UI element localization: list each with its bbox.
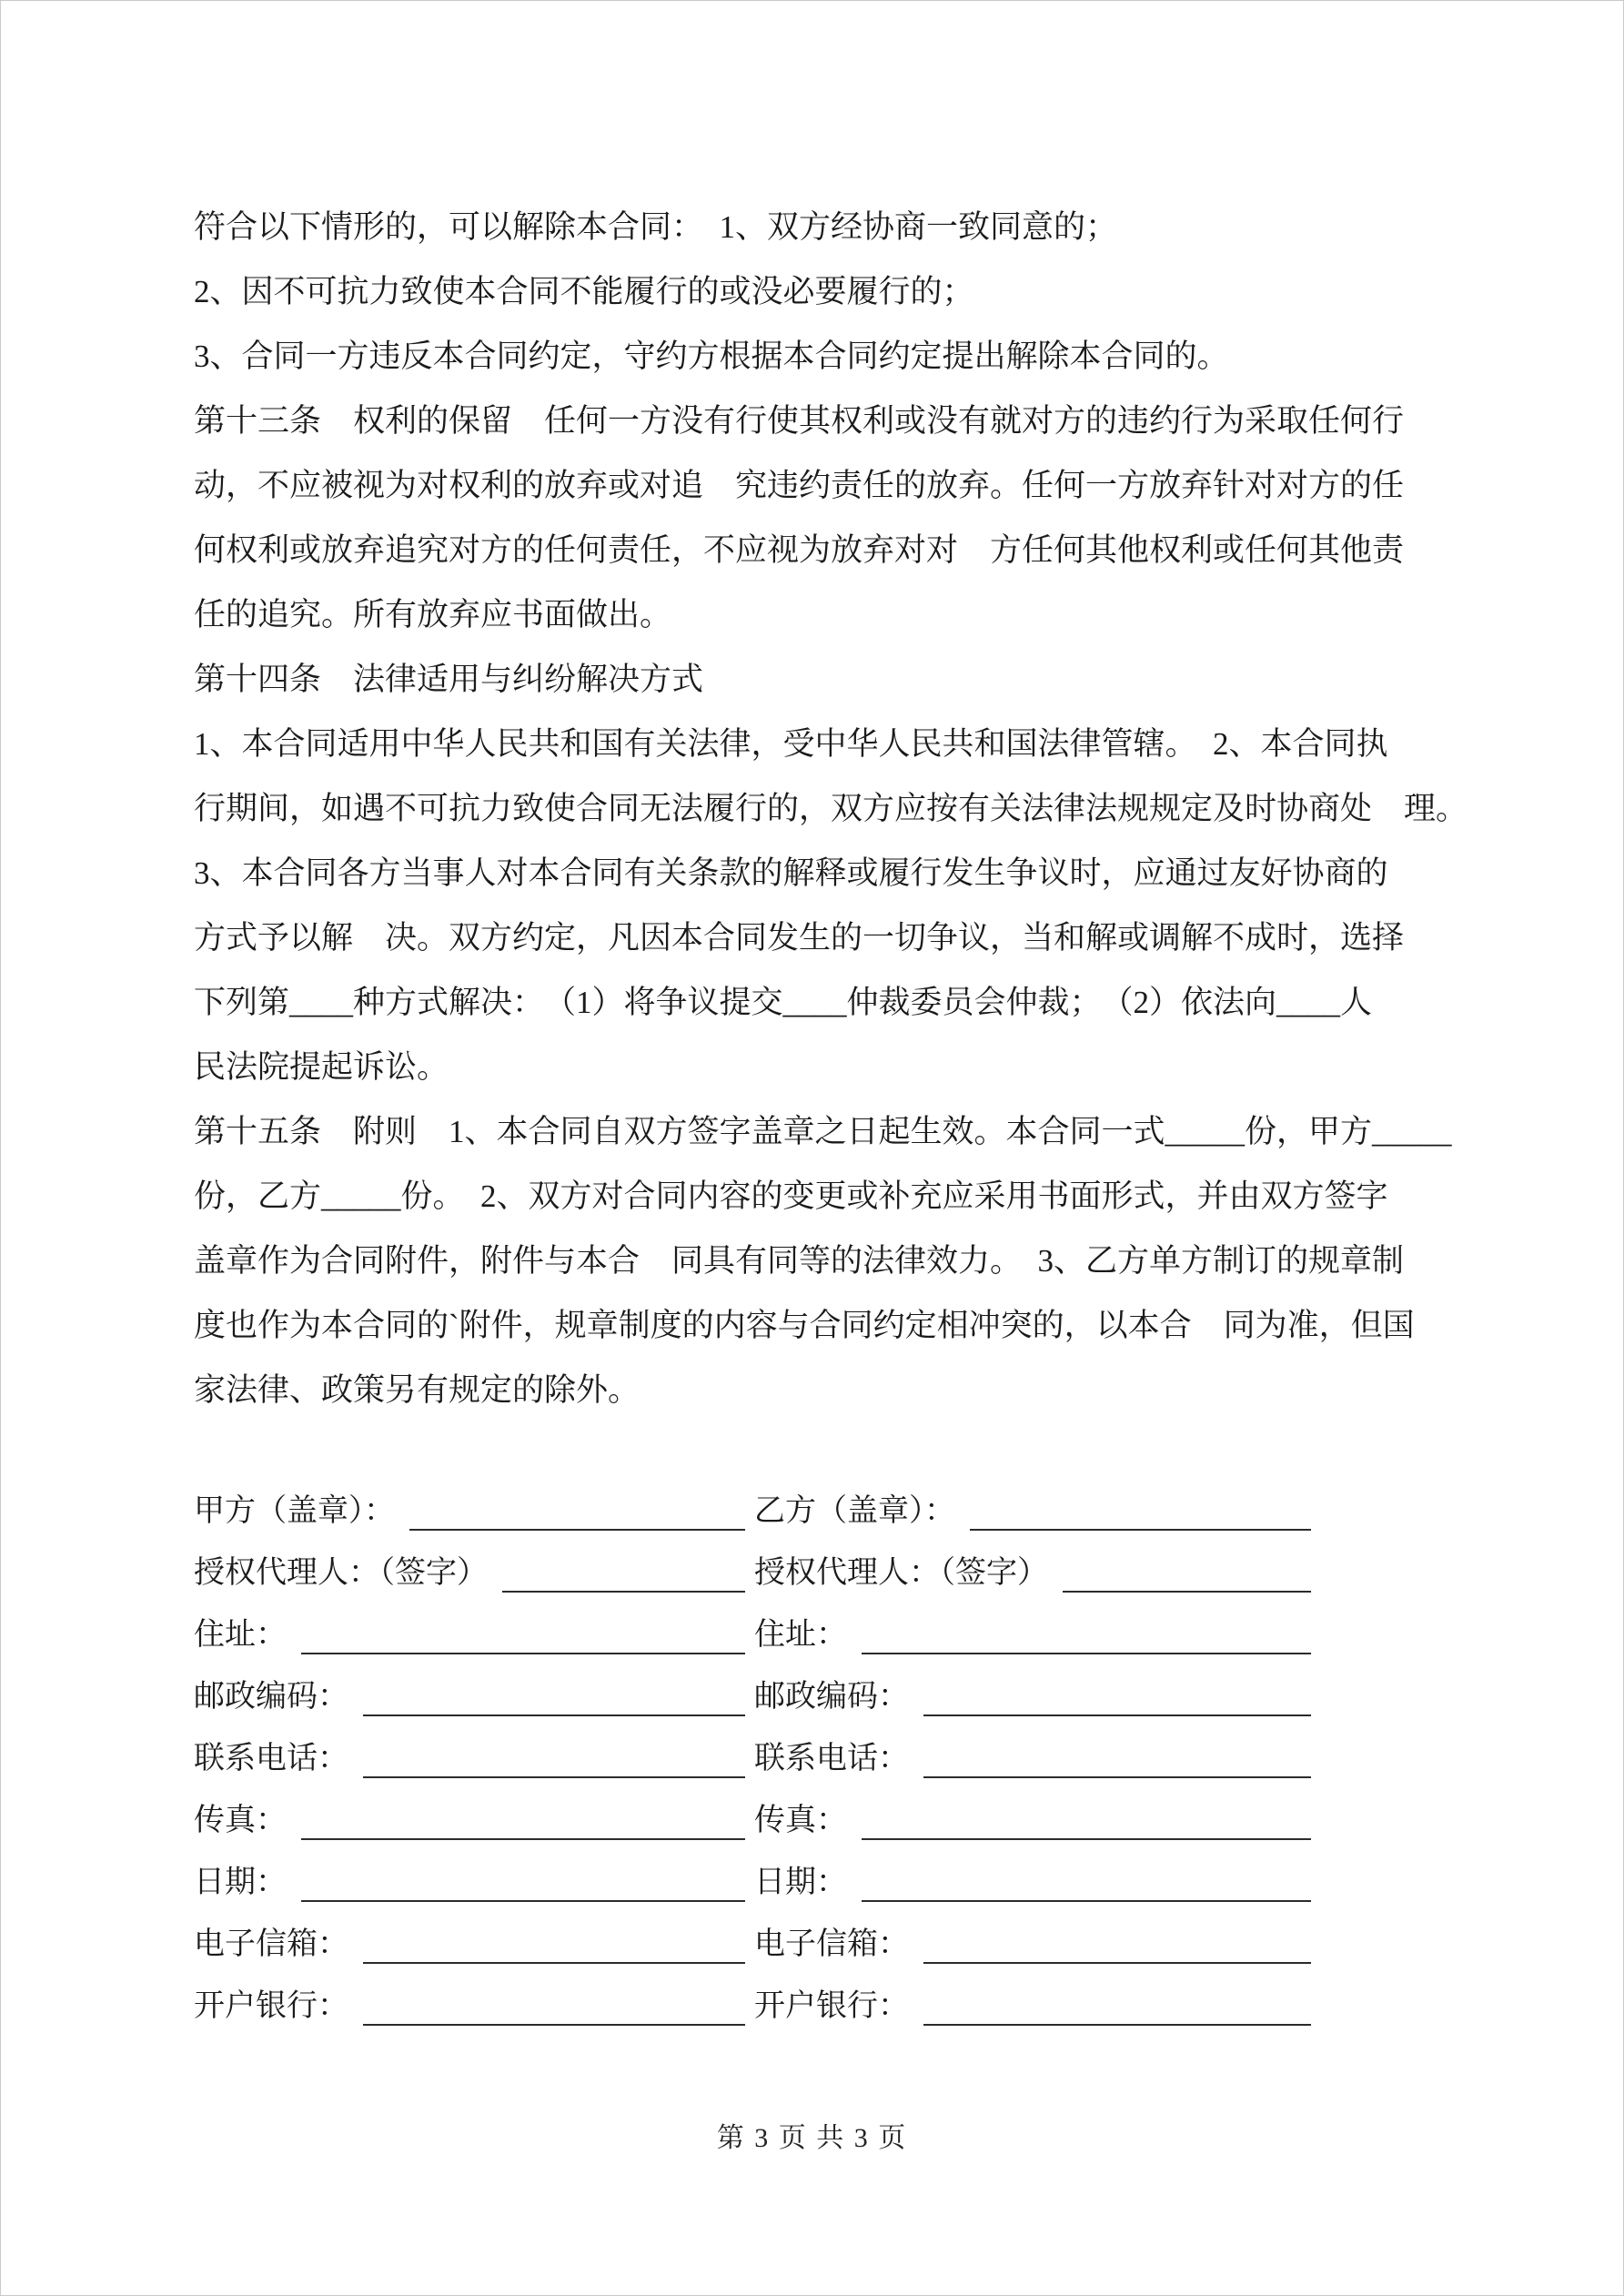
party-a-seal-blank [409, 1529, 745, 1531]
party-a-agent-sign-label: 授权代理人：（签字） [194, 1556, 488, 1590]
body-line: 动，不应被视为对权利的放弃或对追 究违约责任的放弃。任何一方放弃针对对方的任 [194, 468, 1405, 503]
party-b-date-label: 日期： [754, 1866, 847, 1899]
body-line-article-15: 第十五条 附则 1、本合同自双方签字盖章之日起生效。本合同一式_____份，甲方_____ [194, 1114, 1452, 1149]
body-line: 3、合同一方违反本合同约定，守约方根据本合同约定提出解除本合同的。 [194, 339, 1229, 374]
body-line-article-13: 第十三条 权利的保留 任何一方没有行使其权利或没有就对方的违约行为采取任何行 [194, 403, 1405, 439]
body-line: 下列第____种方式解决： （1）将争议提交____仲裁委员会仲裁； （2）依法向____人 [194, 985, 1373, 1020]
party-a-date-label: 日期： [194, 1866, 287, 1899]
signature-row-postal-code [194, 1666, 1311, 1728]
body-line-article-14: 第十四条 法律适用与纠纷解决方式 [194, 662, 704, 697]
party-b-postal-code-label: 邮政编码： [754, 1680, 909, 1714]
party-b-agent-sign-label: 授权代理人：（签字） [754, 1556, 1048, 1590]
party-b-postal-code-blank [923, 1714, 1311, 1716]
party-b-bank-label: 开户银行： [754, 1989, 909, 2023]
body-line: 盖章作为合同附件，附件与本合 同具有同等的法律效力。 3、乙方单方制订的规章制 [194, 1243, 1405, 1279]
body-line: 民法院提起诉讼。 [194, 1049, 449, 1085]
party-b-phone-label: 联系电话： [754, 1742, 909, 1775]
signature-row-bank [194, 1976, 1311, 2038]
party-b-address-label: 住址： [754, 1618, 847, 1652]
party-b-email-blank [923, 1962, 1311, 1964]
party-b-phone-blank [923, 1776, 1311, 1778]
party-b-bank-blank [923, 2024, 1311, 2026]
body-line: 度也作为本合同的`附件，规章制度的内容与合同约定相冲突的，以本合 同为准，但国 [194, 1308, 1415, 1343]
signature-row-fax [194, 1790, 1311, 1852]
body-line: 行期间，如遇不可抗力致使合同无法履行的，双方应按有关法律法规规定及时协商处 理。 [194, 791, 1468, 826]
party-a-seal-label: 甲方（盖章）： [194, 1494, 395, 1528]
body-line: 何权利或放弃追究对方的任何责任，不应视为放弃对对 方任何其他权利或任何其他责 [194, 532, 1405, 568]
party-a-fax-label: 传真： [194, 1804, 287, 1837]
signature-row-address [194, 1604, 1311, 1666]
body-line: 份，乙方_____份。 2、双方对合同内容的变更或补充应采用书面形式，并由双方签字 [194, 1178, 1388, 1214]
party-a-bank-label: 开户银行： [194, 1989, 348, 2023]
party-b-fax-label: 传真： [754, 1804, 847, 1837]
party-b-agent-sign-blank [1063, 1591, 1311, 1593]
body-line: 任的追究。所有放弃应书面做出。 [194, 597, 672, 632]
signature-row-agent-sign [194, 1542, 1311, 1604]
party-a-phone-blank [363, 1776, 745, 1778]
party-b-seal-label: 乙方（盖章）： [754, 1494, 955, 1528]
body-line: 2、因不可抗力致使本合同不能履行的或没必要履行的； [194, 274, 974, 309]
party-a-postal-code-label: 邮政编码： [194, 1680, 348, 1714]
body-line: 符合以下情形的，可以解除本合同： 1、双方经协商一致同意的； [194, 209, 1118, 245]
party-a-address-blank [301, 1653, 745, 1654]
party-a-email-blank [363, 1962, 745, 1964]
signature-row-phone [194, 1728, 1311, 1790]
signature-section [194, 1481, 1311, 2038]
signature-row-date [194, 1852, 1311, 1914]
party-a-fax-blank [301, 1838, 745, 1840]
contract-body-text [194, 195, 1468, 1422]
signature-row-seal [194, 1481, 1311, 1542]
party-a-address-label: 住址： [194, 1618, 287, 1652]
party-b-address-blank [862, 1653, 1311, 1654]
party-a-bank-blank [363, 2024, 745, 2026]
page-footer: 第 3 页 共 3 页 [716, 2123, 908, 2153]
party-a-postal-code-blank [363, 1714, 745, 1716]
party-a-date-blank [301, 1900, 745, 1902]
body-line: 家法律、政策另有规定的除外。 [194, 1372, 641, 1408]
signature-row-email [194, 1914, 1311, 1976]
party-b-date-blank [862, 1900, 1311, 1902]
party-b-seal-blank [970, 1529, 1311, 1531]
party-a-agent-sign-blank [502, 1591, 745, 1593]
body-line: 方式予以解 决。双方约定，凡因本合同发生的一切争议，当和解或调解不成时，选择 [194, 920, 1405, 956]
party-a-email-label: 电子信箱： [194, 1927, 348, 1961]
body-line: 1、本合同适用中华人民共和国有关法律，受中华人民共和国法律管辖。 2、本合同执 [194, 726, 1388, 762]
party-a-phone-label: 联系电话： [194, 1742, 348, 1775]
party-b-email-label: 电子信箱： [754, 1927, 909, 1961]
party-b-fax-blank [862, 1838, 1311, 1840]
body-line: 3、本合同各方当事人对本合同有关条款的解释或履行发生争议时，应通过友好协商的 [194, 855, 1388, 891]
